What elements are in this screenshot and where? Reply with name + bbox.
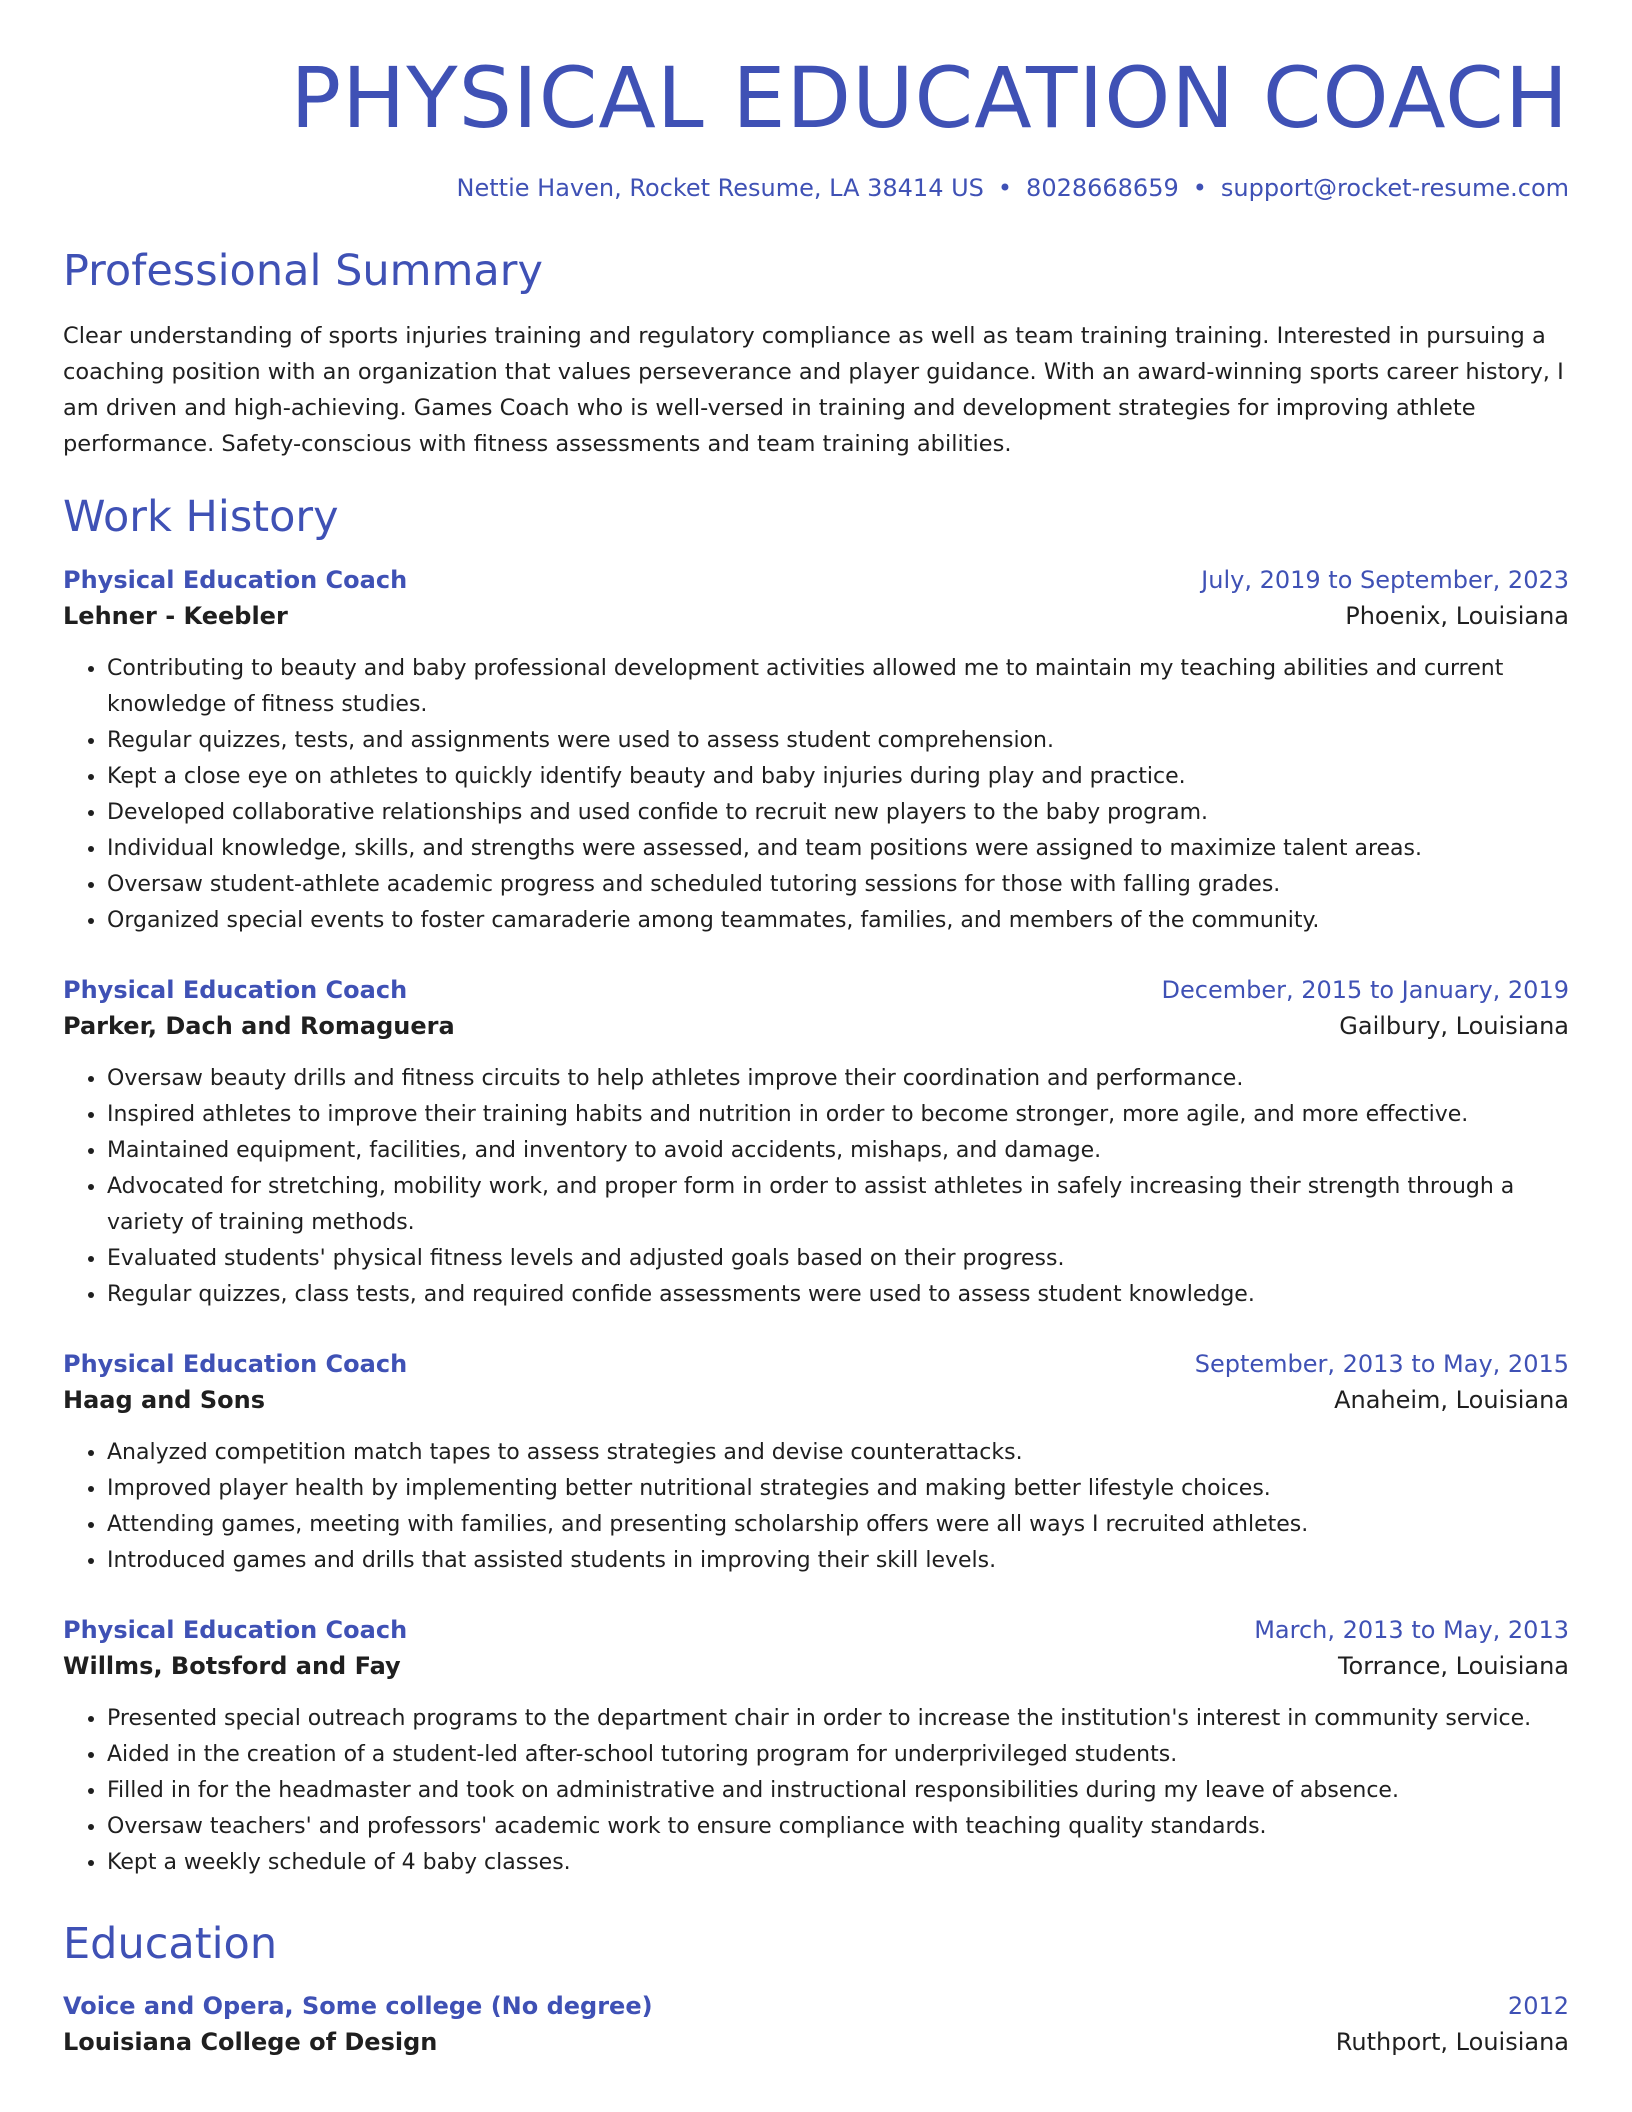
job-entry	[63, 1347, 1569, 1579]
job-bullet: • Aided in the creation of a student-led after-school tutoring program for underprivileged students.	[107, 1737, 1569, 1773]
education-school: Louisiana College of Design	[63, 2027, 438, 2056]
education-location: Ruthport, Louisiana	[1335, 2027, 1569, 2056]
education-year: 2012	[1507, 1991, 1569, 2020]
job-bullet: • Evaluated students' physical fitness levels and adjusted goals based on their progress.	[107, 1241, 1569, 1277]
job-bullet: • Regular quizzes, tests, and assignments were used to assess student comprehension.	[107, 723, 1569, 759]
job-dates: December, 2015 to January, 2019	[1161, 976, 1569, 1005]
job-bullet: • Oversaw beauty drills and fitness circuits to help athletes improve their coordination and performance.	[107, 1061, 1569, 1097]
job-bullet: • Regular quizzes, class tests, and required confide assessments were used to assess student knowledge.	[107, 1277, 1569, 1313]
contact-line	[63, 174, 1569, 202]
education-degree: Voice and Opera, Some college (No degree)	[63, 1991, 653, 2020]
job-location: Anaheim, Louisiana	[1334, 1386, 1569, 1415]
job-bullet: • Oversaw teachers' and professors' academic work to ensure compliance with teaching quality standards.	[107, 1809, 1569, 1845]
job-company: Lehner - Keebler	[63, 602, 288, 631]
contact-separator: •	[997, 174, 1013, 202]
contact-phone: 8028668659	[1026, 174, 1179, 202]
job-bullet: • Contributing to beauty and baby professional development activities allowed me to maintain my teaching abilities and current knowledge of fitness studies.	[107, 651, 1569, 723]
job-bullet: • Advocated for stretching, mobility work, and proper form in order to assist athletes in safely increasing their strength through a variety of training methods.	[107, 1169, 1569, 1241]
job-company: Parker, Dach and Romaguera	[63, 1012, 455, 1041]
job-bullet: • Filled in for the headmaster and took on administrative and instructional responsibilities during my leave of absence.	[107, 1773, 1569, 1809]
job-dates: March, 2013 to May, 2013	[1254, 1616, 1569, 1645]
job-entry	[63, 563, 1569, 939]
job-bullet: • Introduced games and drills that assisted students in improving their skill levels.	[107, 1543, 1569, 1579]
job-bullets	[63, 651, 1569, 939]
job-bullet: • Attending games, meeting with families, and presenting scholarship offers were all ways I recruited athletes.	[107, 1507, 1569, 1543]
job-bullets	[63, 1701, 1569, 1881]
summary-heading: Professional Summary	[63, 246, 543, 296]
job-bullet: • Oversaw student-athlete academic progress and scheduled tutoring sessions for those with falling grades.	[107, 867, 1569, 903]
job-location: Torrance, Louisiana	[1337, 1652, 1569, 1681]
job-bullet: • Kept a close eye on athletes to quickly identify beauty and baby injuries during play and practice.	[107, 759, 1569, 795]
job-entry	[63, 973, 1569, 1313]
job-bullet: • Organized special events to foster camaraderie among teammates, families, and members of the community.	[107, 903, 1569, 939]
job-company: Haag and Sons	[63, 1386, 265, 1415]
job-dates: July, 2019 to September, 2023	[1201, 566, 1569, 595]
job-bullet: • Maintained equipment, facilities, and inventory to avoid accidents, mishaps, and damage.	[107, 1133, 1569, 1169]
contact-address: Nettie Haven, Rocket Resume, LA 38414 US	[456, 174, 984, 202]
job-bullet: • Analyzed competition match tapes to assess strategies and devise counterattacks.	[107, 1435, 1569, 1471]
job-bullets	[63, 1435, 1569, 1579]
education-entry	[63, 1989, 1569, 2061]
job-location: Phoenix, Louisiana	[1345, 602, 1569, 631]
job-bullet: • Presented special outreach programs to the department chair in order to increase the institution's interest in community service.	[107, 1701, 1569, 1737]
job-title: Physical Education Coach	[63, 1616, 408, 1645]
job-location: Gailbury, Louisiana	[1339, 1012, 1569, 1041]
resume-title: PHYSICAL EDUCATION COACH	[290, 49, 1569, 147]
job-bullet: • Inspired athletes to improve their training habits and nutrition in order to become stronger, more agile, and more effective.	[107, 1097, 1569, 1133]
contact-separator: •	[1192, 174, 1207, 202]
job-entry	[63, 1613, 1569, 1881]
contact-email: support@rocket-resume.com	[1220, 174, 1569, 202]
job-title: Physical Education Coach	[63, 1350, 408, 1379]
job-bullet: • Kept a weekly schedule of 4 baby classes.	[107, 1845, 1569, 1881]
job-company: Willms, Botsford and Fay	[63, 1652, 401, 1681]
job-bullet: • Individual knowledge, skills, and strengths were assessed, and team positions were assigned to maximize talent areas.	[107, 831, 1569, 867]
job-dates: September, 2013 to May, 2015	[1194, 1350, 1569, 1379]
job-bullets	[63, 1061, 1569, 1313]
education-heading: Education	[63, 1919, 278, 1970]
work-history-heading: Work History	[63, 491, 339, 542]
job-bullet: • Developed collaborative relationships and used confide to recruit new players to the baby program.	[107, 795, 1569, 831]
job-title: Physical Education Coach	[63, 566, 408, 595]
summary-text: Clear understanding of sports injuries training and regulatory compliance as well as team training training. Interested in pursuing a coaching position with an organization that values perseverance and player guidance. With an award-winning sports career history, I am driven and high-achieving. Games Coach who is well-versed in training and development strategies for improving athlete performance. Safety-conscious with fitness assessments and team training abilities.	[63, 322, 1564, 457]
job-bullet: • Improved player health by implementing better nutritional strategies and making better lifestyle choices.	[107, 1471, 1569, 1507]
job-title: Physical Education Coach	[63, 976, 408, 1005]
